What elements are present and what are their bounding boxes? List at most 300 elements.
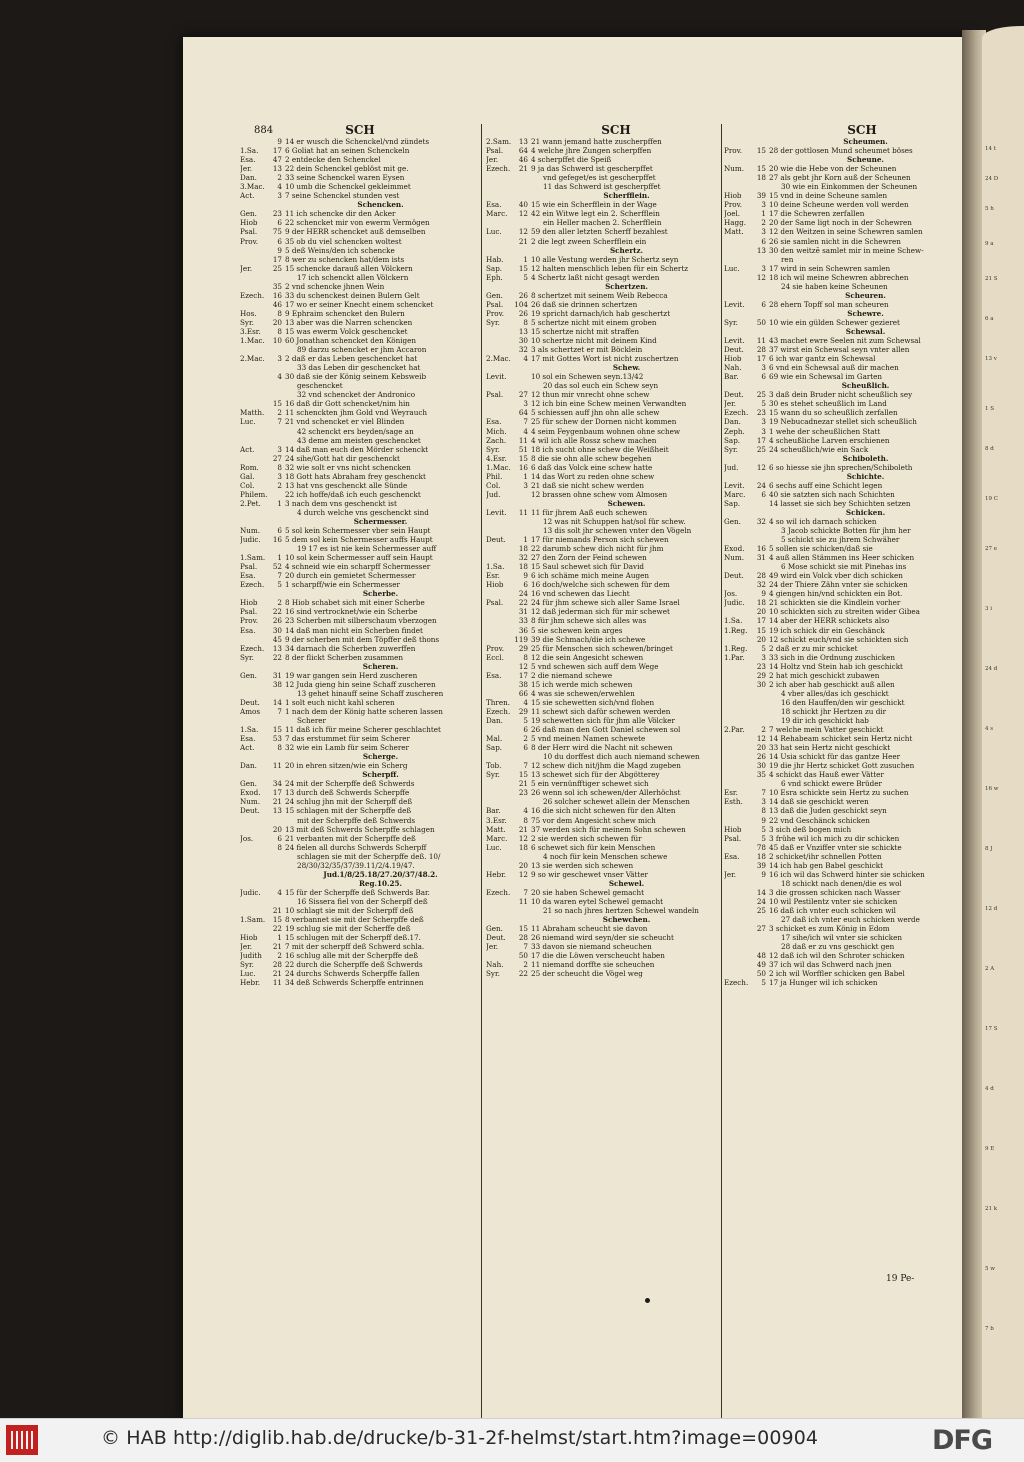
entry-row — [724, 363, 962, 372]
entry-text: 10 alle Vestung werden jhr Schertz seyn — [531, 254, 679, 264]
entry-text: 12 ich bin eine Schew meinen Verwandten — [531, 399, 687, 409]
book-abbrev: Syr. — [724, 317, 738, 327]
book-abbrev: Deut. — [724, 571, 744, 581]
chapter-number: 22 — [272, 607, 282, 617]
book-abbrev: Act. — [240, 444, 255, 454]
book-abbrev: Esa. — [486, 200, 502, 210]
entry-row — [240, 463, 476, 472]
entry-text: Schewsal. — [845, 326, 886, 336]
entry-text: 11 schewt sich dafür schewen werden — [531, 706, 671, 716]
entry-row — [486, 770, 722, 779]
book-abbrev: Esa. — [240, 155, 256, 165]
entry-row — [486, 291, 722, 300]
chapter-number: 21 — [272, 969, 282, 979]
book-abbrev — [240, 662, 266, 671]
book-abbrev — [240, 399, 266, 408]
entry-row — [486, 779, 722, 788]
chapter-number: 21 — [518, 824, 528, 834]
book-abbrev — [486, 191, 512, 200]
entry-row — [486, 273, 722, 282]
chapter-number — [512, 246, 531, 255]
chapter-number: 13 — [756, 245, 766, 255]
book-abbrev: Syr. — [486, 317, 500, 327]
entry-text: Schichte. — [846, 471, 885, 481]
chapter-number: 1 — [277, 553, 282, 563]
chapter-number: 7 — [277, 417, 282, 427]
entry-row — [486, 517, 722, 526]
book-abbrev: Tob. — [486, 761, 502, 771]
entry-text: 15 sie schewetten sich/vnd flohen — [531, 697, 655, 707]
book-abbrev: 4.Esr. — [486, 453, 507, 463]
entry-row — [240, 345, 476, 354]
entry-row — [240, 417, 476, 426]
entry-text: 22 vnd Geschänck schicken — [769, 815, 870, 825]
entry-row — [486, 481, 722, 490]
entry-row — [240, 680, 476, 689]
concordance-column-1 — [240, 137, 476, 1418]
entry-text: 14 aber der HERR schickets also — [769, 616, 890, 626]
entry-text: 6 sechs auff eine Schicht legen — [769, 480, 883, 490]
entry-row — [724, 816, 962, 825]
entry-text: 5 dem sol kein Schermesser auffs Haupt — [285, 535, 433, 545]
entry-text: 24 der Thiere Zähn vnter sie schicken — [769, 580, 908, 590]
book-abbrev: Gen. — [486, 924, 503, 934]
chapter-number: 15 — [756, 164, 766, 174]
entry-row — [724, 662, 962, 671]
book-abbrev — [486, 526, 512, 535]
entry-row — [240, 888, 476, 897]
chapter-number: 20 — [272, 317, 282, 327]
book-abbrev: Gal. — [240, 471, 255, 481]
entry-text: 17 mit Gottes Wort ist nicht zuschertzen — [531, 354, 679, 364]
entry-row — [486, 427, 722, 436]
book-abbrev — [724, 969, 750, 978]
chapter-number: 2 — [277, 951, 282, 961]
book-abbrev: Judic. — [724, 598, 745, 608]
entry-text: 2 daß er zu mir schicket — [769, 643, 858, 653]
entry-text: 10 schickten sich zu streiten wider Gibea — [769, 607, 920, 617]
entry-row — [486, 490, 722, 499]
entry-text: Scherfflein. — [603, 191, 650, 201]
entry-row — [240, 291, 476, 300]
entry-row — [486, 372, 722, 381]
book-abbrev — [240, 282, 266, 291]
book-abbrev — [724, 137, 750, 146]
chapter-number — [266, 200, 285, 209]
book-abbrev: 2.Par. — [724, 725, 745, 735]
entry-row — [240, 526, 476, 535]
chapter-number — [750, 526, 769, 535]
entry-row — [486, 924, 722, 933]
entry-row — [486, 797, 722, 806]
entry-text: Scheune. — [847, 155, 884, 165]
entry-text: 12 schew dich nit/jhm die Magd zugeben — [531, 761, 681, 771]
entry-text: 14 er wusch die Schenckel/vnd zündets — [285, 137, 430, 146]
entry-text: 12 brassen ohne schew vom Almosen — [531, 489, 668, 499]
book-abbrev: Hagg. — [724, 218, 747, 228]
entry-text: 14 daß man nicht ein Scherben findet — [285, 625, 423, 635]
entry-row — [486, 743, 722, 752]
entry-row — [486, 725, 722, 734]
book-abbrev — [486, 517, 512, 526]
entry-row — [724, 164, 962, 173]
entry-text: 33 davon sie niemand scheuchen — [531, 942, 652, 952]
chapter-number: 11 — [518, 896, 528, 906]
headword — [724, 137, 962, 146]
book-abbrev: Syr. — [486, 969, 500, 979]
entry-row — [724, 942, 962, 951]
book-abbrev: Sap. — [486, 263, 503, 273]
book-abbrev — [724, 607, 750, 616]
entry-row — [486, 182, 722, 191]
entry-text: vnd gefeget/es ist gescherpffet — [543, 173, 656, 183]
book-abbrev — [240, 852, 266, 861]
chapter-number: 13 — [518, 137, 528, 146]
entry-text: 1 nach dem der König hatte scheren lassen — [285, 706, 443, 716]
entry-text: 1 solt euch nicht kahl scheren — [285, 697, 395, 707]
chapter-number: 6 — [761, 372, 766, 382]
entry-row — [486, 463, 722, 472]
entry-text: 19 schlug sie mit der Scherffe deß — [285, 924, 411, 934]
entry-text: 59 den aller letzten Scherff bezahlest — [531, 227, 668, 237]
chapter-number — [750, 327, 769, 336]
entry-row — [724, 879, 962, 888]
entry-text: 11 ich schencke dir den Acker — [285, 209, 396, 219]
chapter-number: 1 — [523, 254, 528, 264]
book-abbrev: Esa. — [240, 571, 256, 581]
chapter-number: 17 — [272, 254, 282, 264]
headword — [724, 381, 962, 390]
chapter-number: 78 — [756, 842, 766, 852]
entry-row — [724, 761, 962, 770]
chapter-number: 25 — [756, 905, 766, 915]
entry-text: 20 in ehren sitzen/wie ein Scherg — [285, 761, 408, 771]
entry-row — [240, 562, 476, 571]
chapter-number: 50 — [756, 317, 766, 327]
entry-text: 26 solcher schewet allein der Menschen — [543, 797, 690, 807]
entry-row — [240, 137, 476, 146]
entry-text: 2 sie werden sich schewen für — [531, 833, 642, 843]
headword — [486, 282, 722, 291]
headword — [240, 879, 476, 888]
entry-row — [724, 372, 962, 381]
entry-text: 14 das Wort zu reden ohne schew — [531, 471, 655, 481]
entry-row — [486, 598, 722, 607]
book-abbrev: Levit. — [724, 480, 745, 490]
chapter-number — [266, 427, 285, 436]
entry-row — [240, 906, 476, 915]
entry-row — [486, 327, 722, 336]
book-abbrev: Amos — [240, 706, 261, 716]
entry-text: 5 schickt sie zu jhrem Schwäher — [781, 535, 900, 545]
entry-row — [240, 580, 476, 589]
chapter-number: 3 — [761, 417, 766, 427]
book-abbrev: 1.Sa. — [486, 562, 505, 572]
entry-row — [240, 852, 476, 861]
entry-row — [486, 255, 722, 264]
book-abbrev: Jud. — [724, 462, 739, 472]
entry-row — [724, 933, 962, 942]
entry-row — [724, 246, 962, 255]
headword — [724, 508, 962, 517]
book-abbrev: Num. — [240, 526, 261, 536]
entry-row — [486, 345, 722, 354]
entry-text: geschencket — [297, 381, 343, 391]
chapter-number: 20 — [756, 607, 766, 617]
entry-text: 10 schlagt sie mit der Scherpff deß — [285, 905, 414, 915]
book-abbrev — [240, 273, 266, 282]
entry-row — [240, 535, 476, 544]
book-abbrev: Ezech. — [240, 643, 265, 653]
chapter-number: 3 — [523, 399, 528, 409]
entry-text: 9 der scherben mit dem Töpffer deß thons — [285, 634, 440, 644]
entry-text: 34 darnach die Scherben zuwerffen — [285, 643, 416, 653]
entry-text: 26 daß man den Gott Daniel schewen sol — [531, 725, 681, 735]
book-abbrev — [240, 897, 266, 906]
book-abbrev — [486, 797, 512, 806]
entry-row — [724, 779, 962, 788]
entry-text: 13 hat vns geschenckt alle Sünde — [285, 480, 408, 490]
entry-text: 11 schenckten jhm Gold vnd Weyrauch — [285, 408, 427, 418]
entry-text: Schicken. — [845, 507, 886, 517]
entry-text: 8 schertzet mit seinem Weib Rebecca — [531, 290, 668, 300]
book-abbrev — [486, 544, 512, 553]
book-abbrev — [724, 635, 750, 644]
entry-row — [724, 282, 962, 291]
entry-row — [724, 481, 962, 490]
entry-text: 2 ich wil Worffler schicken gen Babel — [769, 969, 905, 979]
book-abbrev — [240, 825, 266, 834]
entry-row — [724, 960, 962, 969]
entry-text: Scheren. — [362, 661, 399, 671]
entry-row — [724, 698, 962, 707]
chapter-number: 39 — [756, 191, 766, 201]
entry-row — [486, 716, 722, 725]
book-abbrev — [240, 924, 266, 933]
entry-text: 21 vnd schencket er viel Blinden — [285, 417, 405, 427]
entry-row — [486, 644, 722, 653]
entry-text: 5 schiessen auff jhn ohn alle schew — [531, 408, 660, 418]
entry-row — [486, 399, 722, 408]
entry-row — [240, 671, 476, 680]
chapter-number — [512, 915, 531, 924]
entry-row — [240, 354, 476, 363]
chapter-number — [750, 282, 769, 291]
chapter-number: 2 — [277, 408, 282, 418]
entry-text: 16 den Hauffen/den wir geschickt — [781, 697, 905, 707]
chapter-number — [266, 508, 285, 517]
entry-text: 5 sol kein Schermesser vber sein Haupt — [285, 526, 431, 536]
chapter-number: 52 — [272, 562, 282, 572]
book-abbrev — [240, 770, 266, 779]
book-abbrev: Exod. — [724, 544, 745, 554]
chapter-number: 64 — [518, 146, 528, 156]
chapter-number: 2 — [761, 218, 766, 228]
book-abbrev: Levit. — [724, 336, 745, 346]
chapter-number: 75 — [272, 227, 282, 237]
chapter-number: 32 — [756, 516, 766, 526]
book-abbrev: Eph. — [486, 272, 503, 282]
entry-row — [724, 951, 962, 960]
entry-text: 18 Gott hats Abraham frey geschenckt — [285, 471, 426, 481]
book-abbrev — [724, 173, 750, 182]
book-abbrev: Jer. — [240, 942, 253, 952]
chapter-number: 30 — [518, 336, 528, 346]
book-abbrev: Hab. — [486, 254, 504, 264]
chapter-number: 5 — [761, 643, 766, 653]
chapter-number: 46 — [518, 155, 528, 165]
book-abbrev — [486, 363, 512, 372]
chapter-number: 4 — [523, 806, 528, 816]
entry-row — [240, 490, 476, 499]
entry-text: 15 wie ein Scherfflein in der Wage — [531, 200, 657, 210]
entry-text: Schertz. — [609, 245, 644, 255]
book-abbrev: Hiob — [240, 933, 258, 943]
entry-row — [724, 390, 962, 399]
chapter-number — [266, 490, 285, 499]
entry-row — [486, 870, 722, 879]
entry-text: 15 wann du so scheußlich zerfallen — [769, 408, 898, 418]
entry-text: 20 wie die Hebe von der Scheunen — [769, 164, 897, 174]
viewer-footer — [0, 1418, 1024, 1462]
entry-text: Scherbe. — [362, 589, 399, 599]
chapter-number: 8 — [523, 815, 528, 825]
chapter-number: 7 — [277, 706, 282, 716]
chapter-number — [750, 915, 769, 924]
book-abbrev — [240, 300, 266, 309]
entry-text: 17 die die Löwen verscheucht haben — [531, 951, 665, 961]
entry-row — [486, 969, 722, 978]
entry-row — [724, 644, 962, 653]
entry-text: 28 der gottlosen Mund scheumet böses — [769, 146, 913, 156]
headword — [240, 517, 476, 526]
chapter-number: 30 — [756, 761, 766, 771]
entry-row — [724, 897, 962, 906]
entry-text: 14 Usia schickt für das gantze Heer — [769, 752, 901, 762]
entry-row — [486, 336, 722, 345]
entry-row — [724, 671, 962, 680]
entry-row — [486, 707, 722, 716]
entry-text: 16 die sich nicht schewen für den Alten — [531, 806, 676, 816]
entry-row — [486, 571, 722, 580]
entry-text: Reg.10.25. — [358, 878, 403, 888]
book-abbrev: Marc. — [486, 833, 508, 843]
book-abbrev: Ezech. — [724, 408, 749, 418]
entry-text: 60 Jonathan schencket den Königen — [285, 336, 416, 346]
entry-text: 3 daß dein Bruder nicht scheußlich sey — [769, 390, 913, 400]
entry-text: 19 schewetten sich für jhm alle Völcker — [531, 716, 675, 725]
entry-row — [724, 716, 962, 725]
chapter-number: 22 — [518, 969, 528, 979]
entry-row — [486, 354, 722, 363]
entry-text: 8 wer zu schencken hat/dem ists — [285, 254, 405, 264]
book-abbrev — [724, 680, 750, 689]
book-abbrev: Luc. — [486, 842, 502, 852]
entry-row — [240, 508, 476, 517]
entry-row — [240, 861, 476, 870]
book-abbrev — [240, 544, 266, 553]
entry-text: Scheußlich. — [841, 381, 890, 391]
entry-row — [486, 227, 722, 236]
entry-text: 17 die Schewren zerfallen — [769, 209, 865, 219]
chapter-number: 21 — [272, 942, 282, 952]
entry-text: 10 sol ein Schewen seyn.13/42 — [531, 372, 644, 382]
book-abbrev: Luc. — [486, 227, 502, 237]
chapter-number: 8 — [277, 326, 282, 336]
book-abbrev — [486, 327, 512, 336]
chapter-number: 38 — [272, 679, 282, 689]
book-abbrev: Sap. — [724, 498, 741, 508]
book-abbrev — [240, 752, 266, 761]
entry-row — [240, 951, 476, 960]
chapter-number: 1 — [277, 498, 282, 508]
entry-text: 4 vber alles/das ich geschickt — [781, 688, 889, 698]
book-abbrev — [724, 535, 750, 544]
chapter-number: 23 — [518, 788, 528, 798]
headword — [724, 309, 962, 318]
chapter-number: 12 — [518, 227, 528, 237]
entry-row — [486, 417, 722, 426]
entry-text: 9 so wir geschewet vnser Vätter — [531, 869, 648, 879]
chapter-number: 21 — [518, 236, 528, 246]
entry-row — [240, 571, 476, 580]
book-abbrev: Jer. — [724, 399, 737, 409]
entry-row — [240, 282, 476, 291]
entry-text: 32 wie solt er vns nicht schencken — [285, 462, 411, 472]
book-abbrev: Hos. — [240, 308, 257, 318]
chapter-number — [750, 472, 769, 481]
book-abbrev: Act. — [240, 191, 255, 201]
entry-row — [486, 761, 722, 770]
book-abbrev — [486, 626, 512, 635]
chapter-number: 4 — [523, 697, 528, 707]
entry-text: 7 das erstummet für seim Scherer — [285, 734, 410, 744]
entry-text: 6 schewet sich für kein Menschen — [531, 842, 656, 852]
chapter-number: 10 — [272, 336, 282, 346]
headword — [240, 770, 476, 779]
headword — [486, 499, 722, 508]
chapter-number: 6 — [277, 526, 282, 536]
chapter-number: 12 — [756, 462, 766, 472]
entry-row — [724, 906, 962, 915]
book-abbrev — [724, 282, 750, 291]
entry-row — [486, 155, 722, 164]
book-abbrev — [724, 960, 750, 969]
chapter-number: 22 — [272, 652, 282, 662]
entry-row — [240, 399, 476, 408]
entry-row — [724, 436, 962, 445]
chapter-number: 119 — [514, 634, 528, 644]
headword — [486, 363, 722, 372]
book-abbrev — [724, 237, 750, 246]
chapter-number: 12 — [518, 661, 528, 671]
entry-text: 28 daß er zu vns geschickt gen — [781, 942, 895, 952]
entry-row — [240, 779, 476, 788]
entry-row — [724, 182, 962, 191]
entry-text: 21 verbanten mit der Scherpffe deß — [285, 833, 416, 843]
entry-row — [240, 472, 476, 481]
chapter-number: 3 — [523, 480, 528, 490]
entry-text: 11 Abraham scheucht sie davon — [531, 924, 648, 934]
chapter-number — [266, 589, 285, 598]
entry-text: 25 für Menschen sich schewen/bringet — [531, 643, 673, 653]
chapter-number: 28 — [518, 933, 528, 943]
chapter-number: 3 — [277, 444, 282, 454]
entry-text: 7 seine Schenckel stunden vest — [285, 191, 400, 201]
chapter-number — [512, 852, 531, 861]
copyright-url[interactable]: © HAB http://diglib.hab.de/drucke/b-31-2f-helmst/start.htm?image=00904 — [101, 1427, 819, 1449]
chapter-number: 32 — [518, 553, 528, 563]
